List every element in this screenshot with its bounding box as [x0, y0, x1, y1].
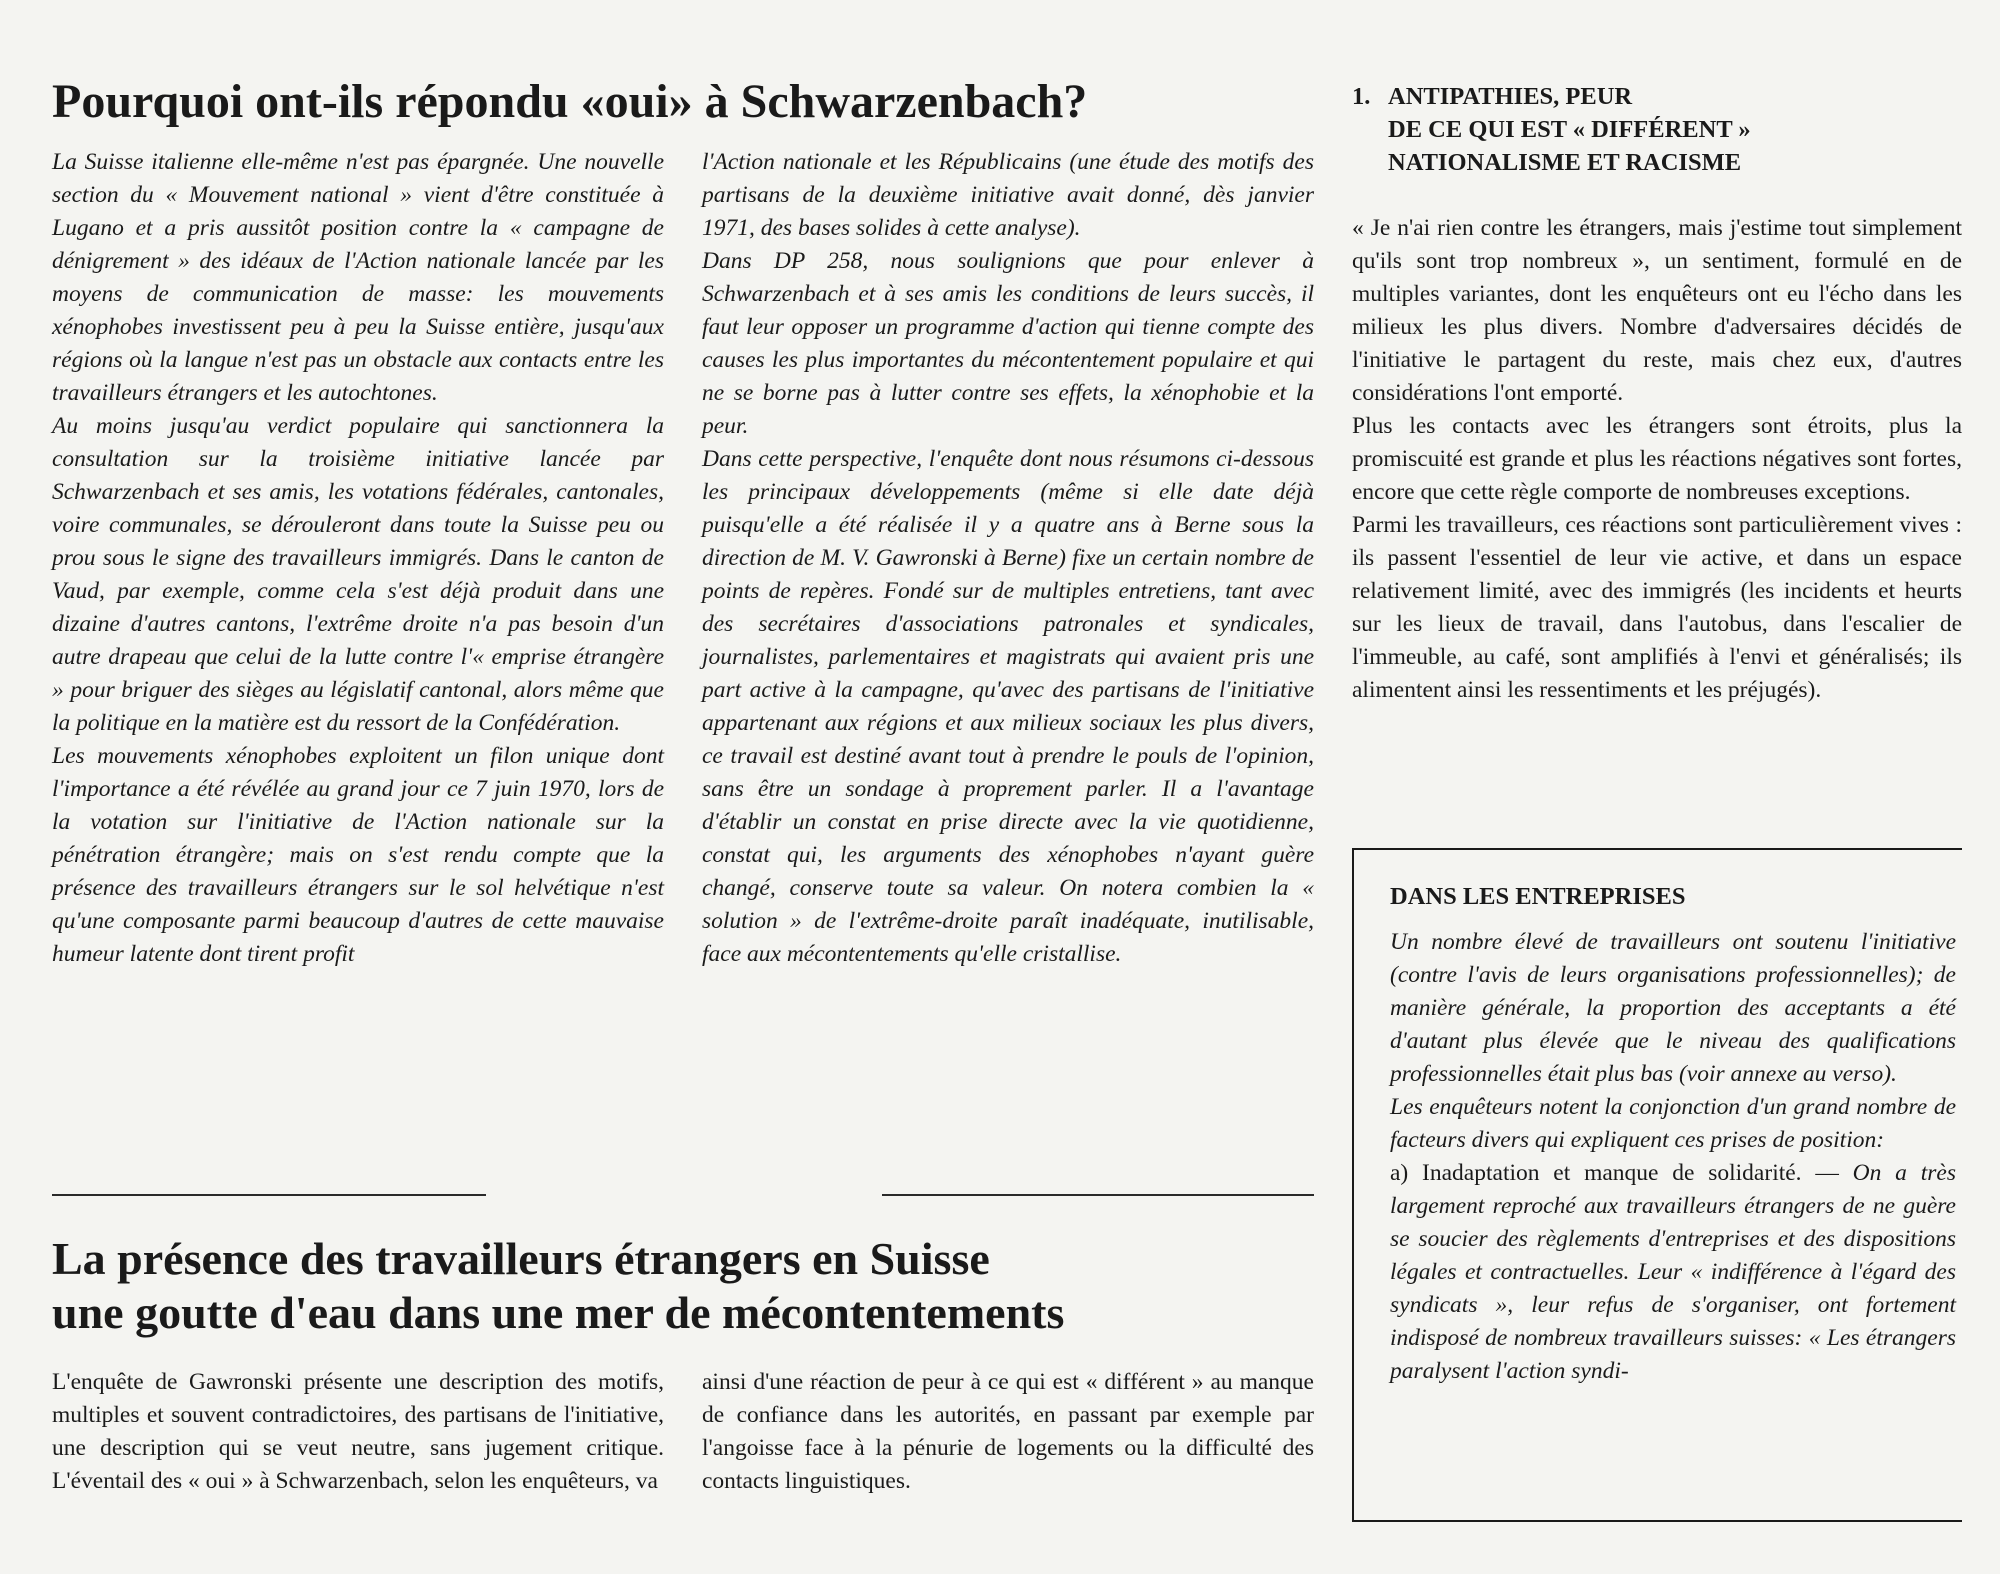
box-body — [1390, 926, 1956, 1388]
paragraph: Les mouvements xénophobes exploitent un filon unique dont l'importance a été révélée au grand jour ce 7 juin 1970, lors de la votation sur l'initiative de l'Action nationale sur la pénétration étrangère; mais on s'est rendu compte que la présence des travailleurs étrangers sur le sol helvétique n'est qu'une composante parmi beaucoup d'autres de cette mauvaise humeur latente dont tirent profit — [52, 743, 664, 967]
paragraph: Dans cette perspective, l'enquête dont nous résumons ci-dessous les principaux développements (même si elle date déjà puisqu'elle a été réalisée il y a quatre ans à Berne sous la direction de M. V. Gawronski à Berne) fixe un certain nombre de points de repères. Fondé sur de multiples entretiens, tant avec des secrétaires d'associations patronales et syndicales, journalistes, parlementaires et magistrats qui avaient pris une part active à la campagne, qu'avec des partisans de l'initiative appartenant aux régions et aux milieux sociaux les plus divers, ce travail est destiné avant tout à prendre le pouls de l'opinion, sans être un sondage à proprement parler. Il a l'avantage d'établir un constat en prise directe avec la vie quotidienne, constat qui, les arguments des xénophobes n'ayant guère changé, conserve toute sa valeur. On notera combien la « solution » de l'extrême-droite paraît inadéquate, inutilisable, face aux mécontentements qu'elle cristallise. — [702, 446, 1314, 967]
paragraph: Dans DP 258, nous soulignions que pour enlever à Schwarzenbach et à ses amis les conditions de leurs succès, il faut leur opposer un programme d'action qui tienne compte des causes les plus importantes du mécontentement populaire et qui ne se borne pas à lutter contre ses effets, la xénophobie et la peur. — [702, 248, 1314, 439]
paragraph: Parmi les travailleurs, ces réactions sont particulièrement vives : ils passent l'essentiel de leur vie active, et dans un espace relativement limité, avec des immigrés (les incidents et heurts sur les lieux de travail, dans l'autobus, dans l'escalier de l'immeuble, au café, sont amplifiés à l'envi et généralisés; ils alimentent ainsi les ressentiments et les préjugés). — [1352, 512, 1962, 703]
paragraph: Les enquêteurs notent la conjonction d'un grand nombre de facteurs divers qui expliquent ces prises de position: — [1390, 1094, 1956, 1153]
paragraph: L'enquête de Gawronski présente une description des motifs, multiples et souvent contradictoires, des partisans de l'initiative, une description qui se veut neutre, sans jugement critique. L'éventail des « oui » à Schwarzenbach, selon les enquêteurs, va — [52, 1369, 664, 1494]
article2-column-2 — [702, 1366, 1314, 1498]
heading-line: DE CE QUI EST « DIFFÉRENT » — [1388, 116, 1751, 143]
section-body — [1352, 212, 1962, 707]
title-line: La présence des travailleurs étrangers en Suisse — [52, 1233, 990, 1284]
article-column-1 — [52, 146, 664, 971]
paragraph: Plus les contacts avec les étrangers sont étroits, plus la promiscuité est grande et plus les réactions négatives sont fortes, encore que cette règle comporte de nombreuses exceptions. — [1352, 413, 1962, 505]
heading-line: NATIONALISME ET RACISME — [1388, 149, 1742, 176]
paragraph: l'Action nationale et les Républicains (une étude des motifs des partisans de la deuxième initiative avait donné, dès janvier 1971, des bases solides à cette analyse). — [702, 149, 1314, 241]
title-line: une goutte d'eau dans une mer de mécontentements — [52, 1287, 1065, 1338]
article-column-2 — [702, 146, 1314, 971]
paragraph: ainsi d'une réaction de peur à ce qui est « différent » au manque de confiance dans les autorités, en passant par exemple par l'angoisse face à la pénurie de logements ou la difficulté des contacts linguistiques. — [702, 1369, 1314, 1494]
paragraph: Au moins jusqu'au verdict populaire qui sanctionnera la consultation sur la troisième initiative lancée par Schwarzenbach et ses amis, les votations fédérales, cantonales, voire communales, se dérouleront dans toute la Suisse peu ou prou sous le signe des travailleurs immigrés. Dans le canton de Vaud, par exemple, comme cela s'est déjà produit dans une dizaine d'autres cantons, l'extrême droite n'a pas besoin d'un autre drapeau que celui de la lutte contre l'« emprise étrangère » pour briguer des sièges au législatif cantonal, alors même que la politique en la matière est du ressort de la Confédération. — [52, 413, 664, 736]
paragraph: La Suisse italienne elle-même n'est pas épargnée. Une nouvelle section du « Mouvement national » vient d'être constituée à Lugano et a pris aussitôt position contre la « campagne de dénigrement » des idéaux de l'Action nationale lancée par les moyens de communication de masse: les mouvements xénophobes investissent peu à peu la Suisse entière, jusqu'aux régions où la langue n'est pas un obstacle aux contacts entre les travailleurs étrangers et les autochtones. — [52, 149, 664, 406]
article-title: Pourquoi ont-ils répondu «oui» à Schwarzenbach? — [52, 75, 1088, 128]
paragraph: Un nombre élevé de travailleurs ont soutenu l'initiative (contre l'avis de leurs organisations professionnelles); de manière générale, la proportion des acceptants a été d'autant plus élevée que le niveau des qualifications professionnelles était plus bas (voir annexe au verso). — [1390, 929, 1956, 1087]
paragraph-lead: a) Inadaptation et manque de solidarité. — — [1390, 1160, 1839, 1186]
box-title: DANS LES ENTREPRISES — [1390, 883, 1686, 910]
divider-rule — [882, 1194, 1314, 1196]
heading-line: ANTIPATHIES, PEUR — [1388, 83, 1633, 110]
divider-rule — [52, 1194, 486, 1196]
paragraph: « Je n'ai rien contre les étrangers, mais j'estime tout simplement qu'ils sont trop nombreux », un sentiment, formulé en de multiples variantes, dont les enquêteurs ont eu l'écho dans les milieux les plus divers. Nombre d'adversaires décidés de l'initiative le partagent du reste, mais chez eux, d'autres considérations l'ont emporté. — [1352, 215, 1962, 406]
sidebar-box — [1352, 848, 1962, 1522]
section-number: 1. — [1352, 83, 1371, 110]
article2-column-1 — [52, 1366, 664, 1498]
paragraph — [1390, 1157, 1956, 1388]
section-heading — [1352, 80, 1952, 179]
article-title-2 — [52, 1232, 1332, 1340]
paragraph-body: On a très largement reproché aux travailleurs étrangers de ne guère se soucier des règlements d'entreprises et des dispositions légales et contractuelles. Leur « indifférence à l'égard des syndicats », leur refus de s'organiser, ont fortement indisposé de nombreux travailleurs suisses: « Les étrangers paralysent l'action syndi- — [1390, 1160, 1956, 1384]
